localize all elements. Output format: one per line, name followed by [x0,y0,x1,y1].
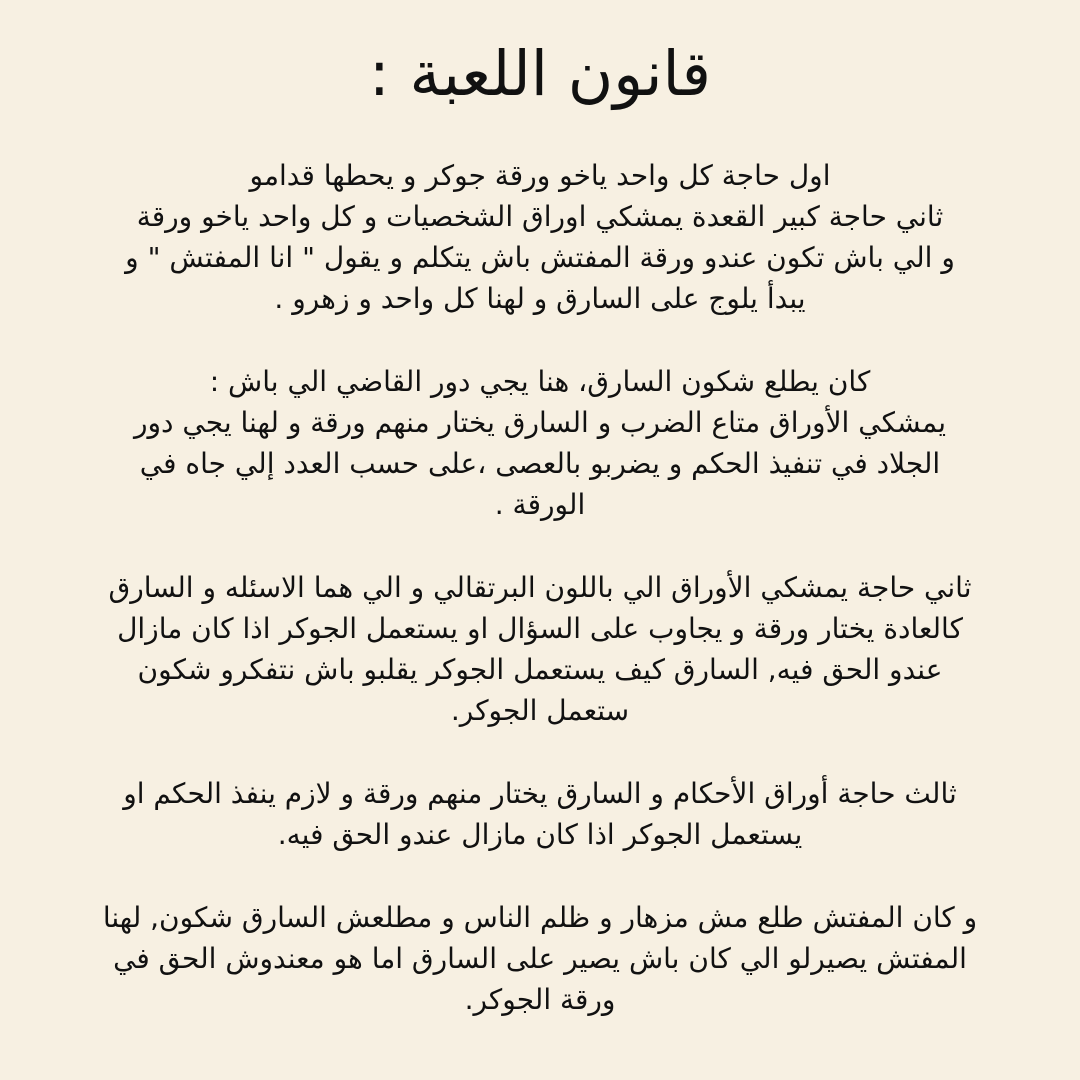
rule-line: و الي باش تكون عندو ورقة المفتش باش يتكلم و يقول " انا المفتش " و [125,241,955,275]
page-title: قانون اللعبة : [368,37,712,110]
rule-line: يستعمل الجوكر اذا كان مازال عندو الحق فيه. [277,818,803,852]
rule-line: ثاني حاجة كبير القعدة يمشكي اوراق الشخصيات و كل واحد ياخو ورقة [136,200,944,234]
rule-line: عندو الحق فيه, السارق كيف يستعمل الجوكر يقلبو باش نتفكرو شكون [137,653,943,687]
rule-paragraph-1 [30,155,1050,319]
rule-line: ثاني حاجة يمشكي الأوراق الي باللون البرتقالي و الي هما الاسئله و السارق [108,571,972,605]
rule-line: كالعادة يختار ورقة و يجاوب على السؤال او يستعمل الجوكر اذا كان مازال [117,612,963,646]
rule-line: اول حاجة كل واحد ياخو ورقة جوكر و يحطها قدامو [249,159,831,193]
rule-line: الجلاد في تنفيذ الحكم و يضربو بالعصى ،على حسب العدد إلي جاه في [139,447,941,481]
rule-line: يبدأ يلوج على السارق و لهنا كل واحد و زهرو . [274,282,806,316]
rule-line: ورقة الجوكر. [464,983,616,1017]
rule-line: الورقة . [494,488,586,522]
rules-body [30,155,1050,1020]
rule-paragraph-4 [30,773,1050,855]
rule-paragraph-3 [30,567,1050,731]
rule-line: و كان المفتش طلع مش مزهار و ظلم الناس و مطلعش السارق شكون, لهنا [102,901,978,935]
rule-paragraph-2 [30,361,1050,525]
rule-line: كان يطلع شكون السارق، هنا يجي دور القاضي الي باش : [209,365,871,399]
rule-paragraph-5 [30,897,1050,1020]
rule-line: ستعمل الجوكر. [450,694,630,728]
rule-line: يمشكي الأوراق متاع الضرب و السارق يختار منهم ورقة و لهنا يجي دور [134,406,946,440]
rule-line: المفتش يصيرلو الي كان باش يصير على السارق اما هو معندوش الحق في [113,942,967,976]
rule-line: ثالث حاجة أوراق الأحكام و السارق يختار منهم ورقة و لازم ينفذ الحكم او [123,777,957,811]
